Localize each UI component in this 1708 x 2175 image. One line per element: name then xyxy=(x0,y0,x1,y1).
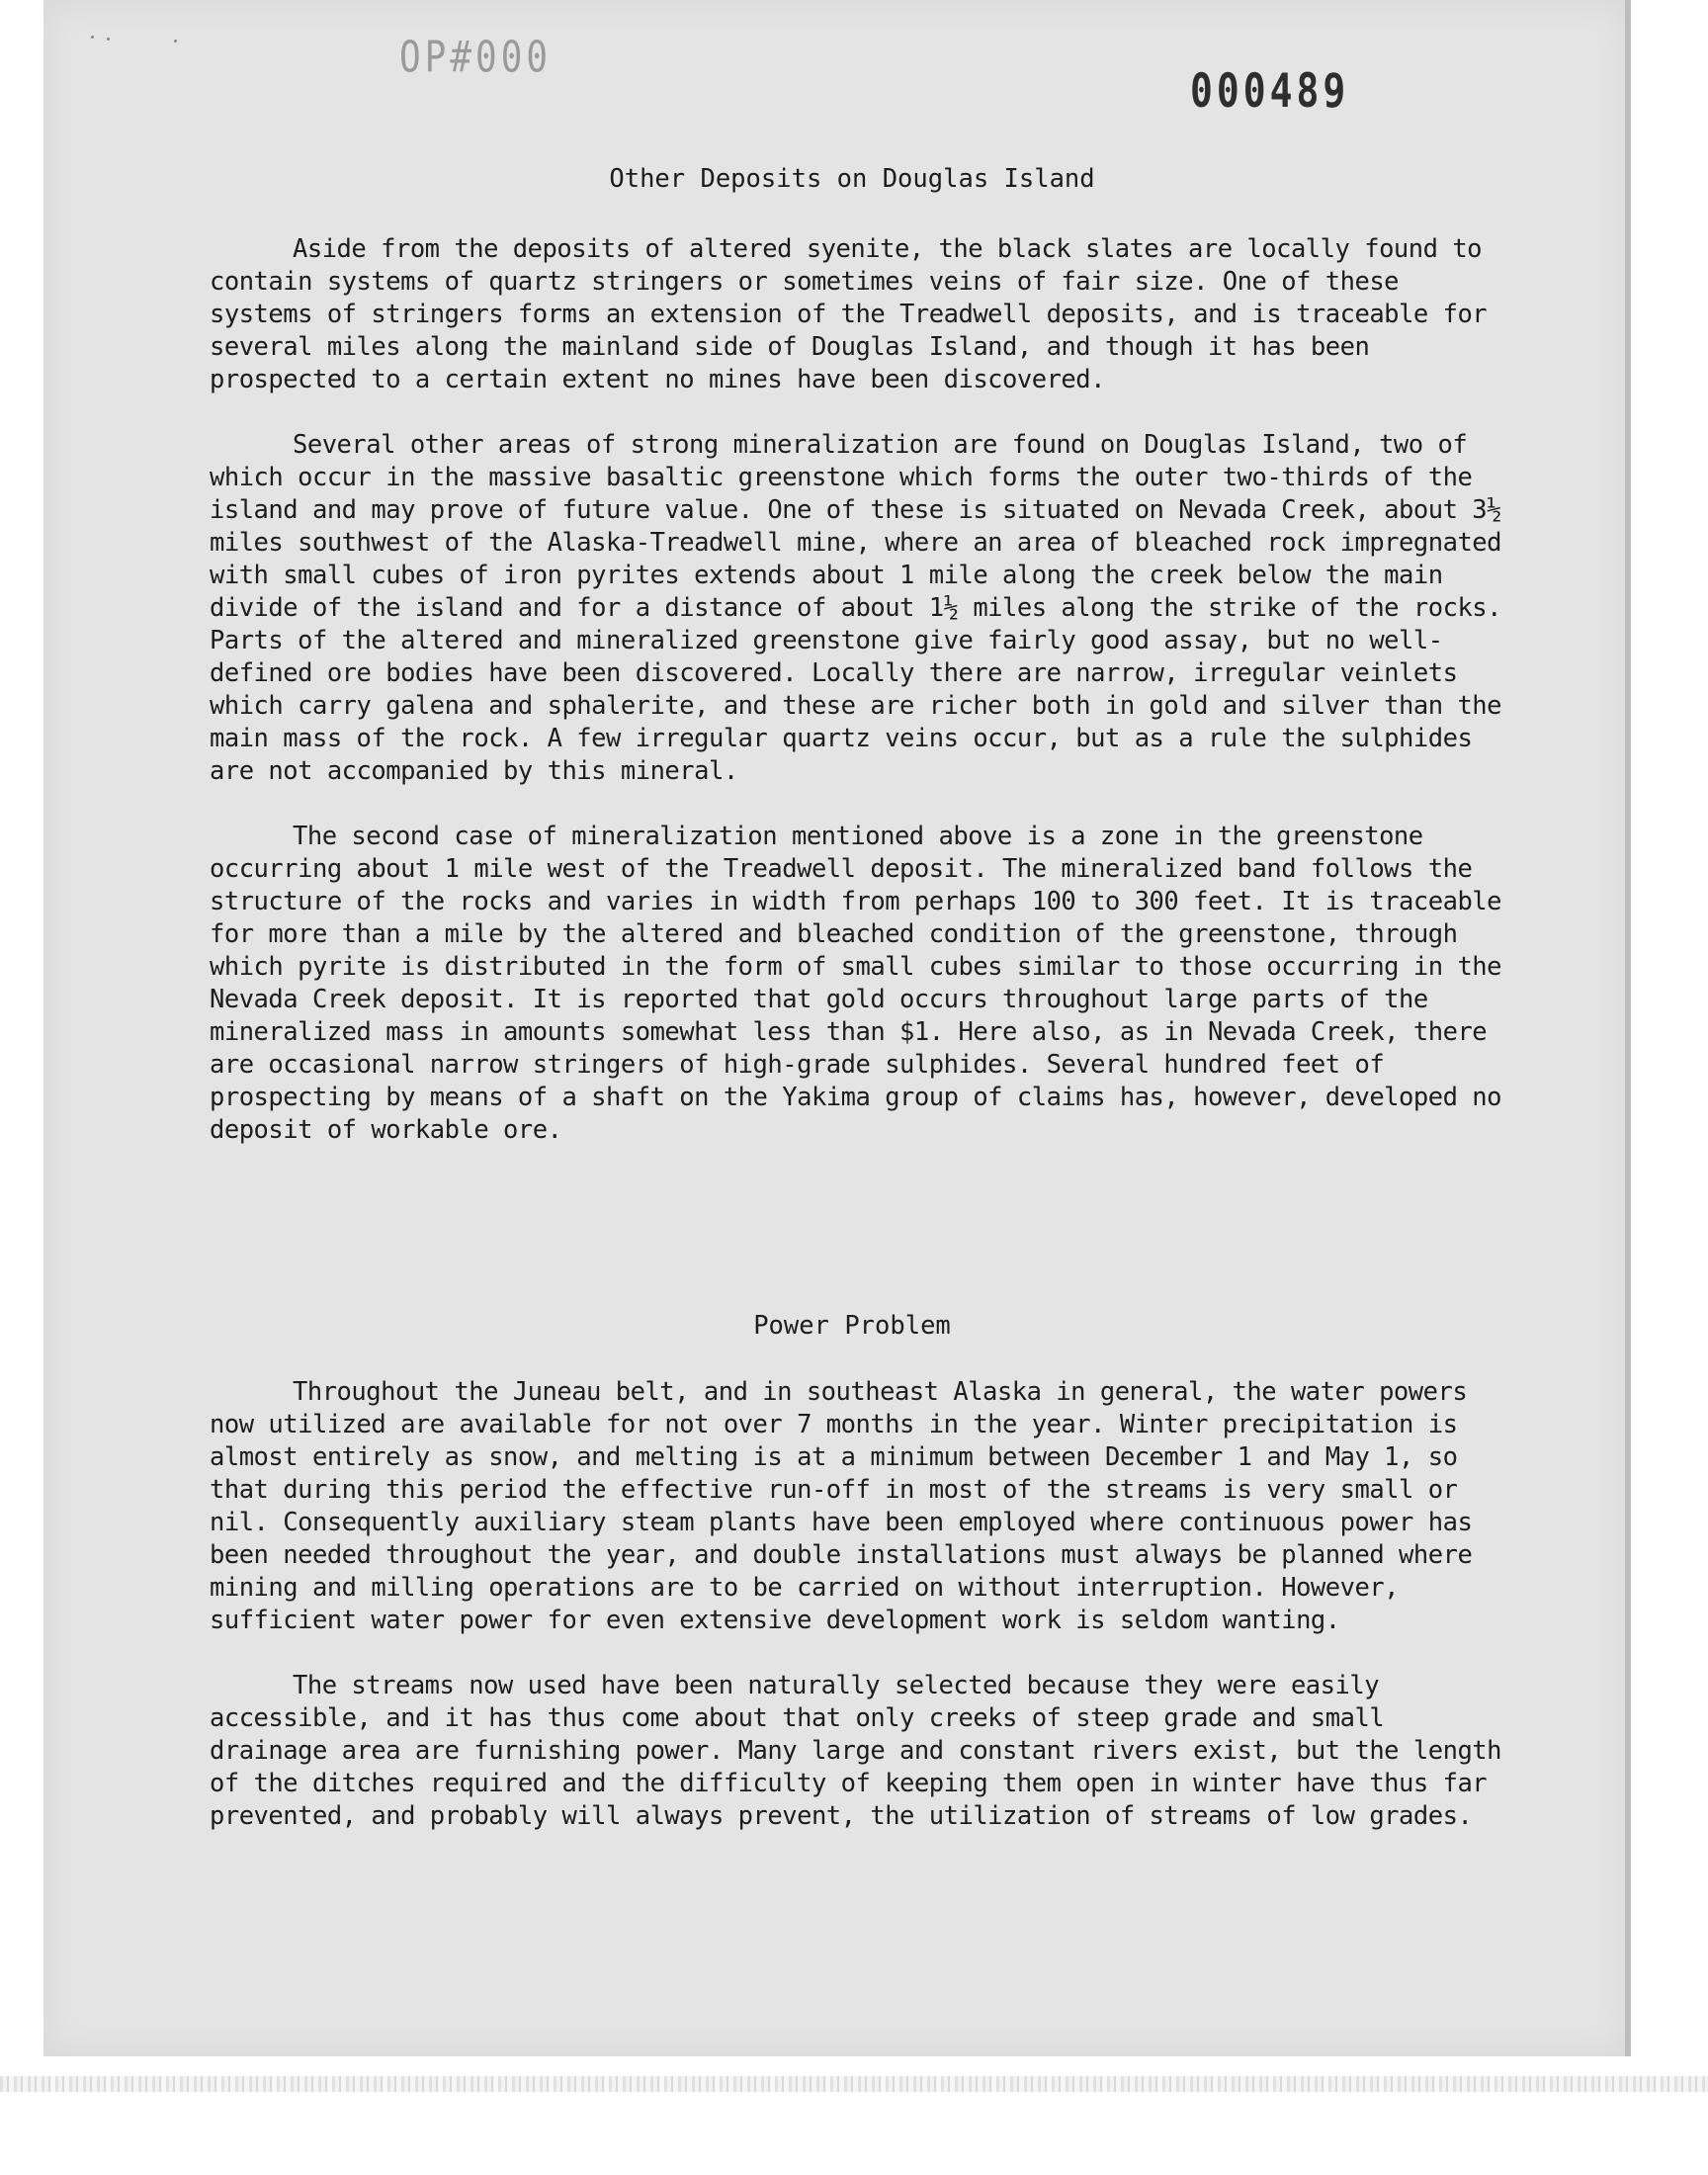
scan-speck xyxy=(107,38,110,41)
section-title-power-problem: Power Problem xyxy=(753,1311,951,1341)
section-other-deposits-body xyxy=(210,233,1514,1147)
section-title-other-deposits: Other Deposits on Douglas Island xyxy=(609,164,1095,194)
paragraph-5: The streams now used have been naturally selected because they were easily accessible, and it has thus come about that only creeks of steep grade and small drainage area are furnishing power. Many large and constant rivers exist, but the length of the ditches required and the difficulty of keeping them open in winter have thus far prevented, and probably will always prevent, the utilization of streams of low grades. xyxy=(210,1671,1502,1831)
section-power-problem-body xyxy=(210,1376,1514,1833)
paragraph-2: Several other areas of strong mineralization are found on Douglas Island, two of which occur in the massive basaltic greenstone which forms the outer two-thirds of the island and may prove of future value. One of these is situated on Nevada Creek, about 3½ miles southwest of the Alaska-Treadwell mine, where an area of bleached rock impregnated with small cubes of iron pyrites extends about 1 mile along the creek below the main divide of the island and for a distance of about 1½ miles along the strike of the rocks. Parts of the altered and mineralized greenstone give fairly good assay, but no well-defined ore bodies have been discovered. Locally there are narrow, irregular veinlets which carry galena and sphalerite, and these are richer both in gold and silver than the main mass of the rock. A few irregular quartz veins occur, but as a rule the sulphides are not accompanied by this mineral. xyxy=(210,430,1502,786)
paragraph-4: Throughout the Juneau belt, and in southeast Alaska in general, the water powers now utilized are available for not over 7 months in the year. Winter precipitation is almost entirely as snow, and melting is at a minimum between December 1 and May 1, so that during this period the effective run-off in most of the streams is very small or nil. Consequently auxiliary steam plants have been employed where continuous power has been needed throughout the year, and double installations must always be planned where mining and milling operations are to be carried on without interruption. However, sufficient water power for even extensive development work is seldom wanting. xyxy=(210,1377,1473,1635)
scan-speck xyxy=(91,36,94,39)
scan-speck xyxy=(174,40,177,43)
page-number-stamp: 000489 xyxy=(1190,63,1350,118)
paragraph-3: The second case of mineralization mentioned above is a zone in the greenstone occurring about 1 mile west of the Treadwell deposit. The mineralized band follows the structure of the rocks and varies in width from perhaps 100 to 300 feet. It is traceable for more than a mile by the altered and bleached condition of the greenstone, through which pyrite is distributed in the form of small cubes similar to those occurring in the Nevada Creek deposit. It is reported that gold occurs throughout large parts of the mineralized mass in amounts somewhat less than $1. Here also, as in Nevada Creek, there are occasional narrow stringers of high-grade sulphides. Several hundred feet of prospecting by means of a shaft on the Yakima group of claims has, however, developed no deposit of workable ore. xyxy=(210,822,1502,1145)
page-edge-shadow xyxy=(1625,0,1631,2056)
scan-artifact-strip xyxy=(0,2076,1708,2092)
paragraph-1: Aside from the deposits of altered syenite, the black slates are locally found to contain systems of quartz stringers or sometimes veins of fair size. One of these systems of stringers forms an extension of the Treadwell deposits, and is traceable for several miles along the mainland side of Douglas Island, and though it has been prospected to a certain extent no mines have been discovered. xyxy=(210,234,1488,394)
faded-document-stamp: OP#000 xyxy=(399,34,553,83)
